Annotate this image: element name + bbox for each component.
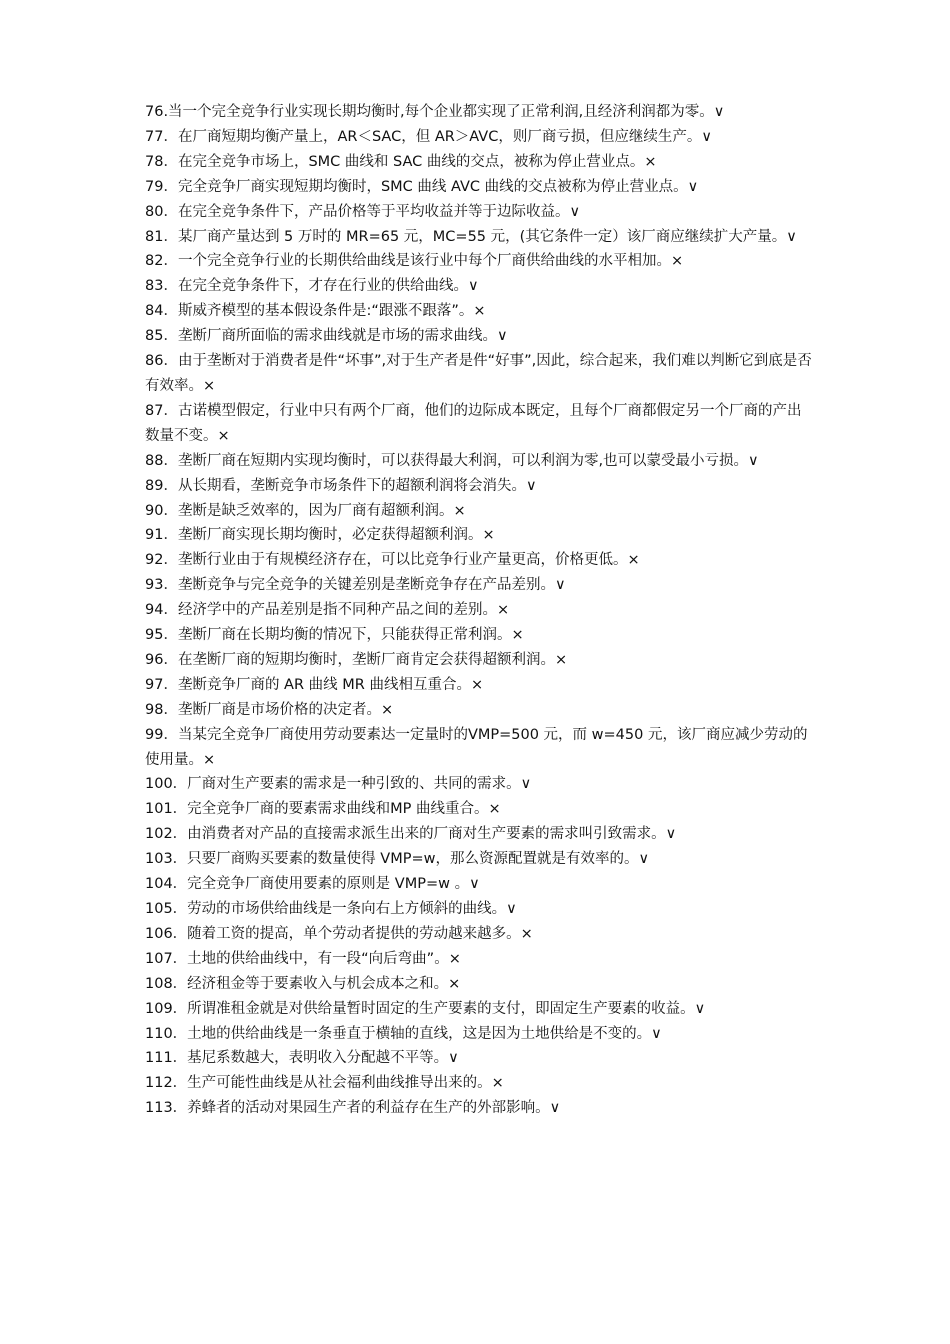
question-78: 78．在完全竞争市场上，SMC 曲线和 SAC 曲线的交点，被称为停止营业点。× — [145, 153, 657, 170]
question-104: 104．完全竞争厂商使用要素的原则是 VMP=w 。∨ — [145, 876, 480, 893]
question-107: 107．土地的供给曲线中，有一段“向后弯曲”。× — [145, 950, 461, 967]
question-80: 80．在完全竞争条件下，产品价格等于平均收益并等于边际收益。∨ — [145, 203, 581, 220]
question-111: 111．基尼系数越大，表明收入分配越不平等。∨ — [145, 1050, 459, 1067]
question-81: 81．某厂商产量达到 5 万时的 MR=65 元，MC=55 元，(其它条件一定）该厂商应继续扩大产量。∨ — [145, 228, 797, 245]
question-76: 76.当一个完全竞争行业实现长期均衡时,每个企业都实现了正常利润,且经济利润都为零。∨ — [145, 104, 725, 120]
question-110: 110．土地的供给曲线是一条垂直于横轴的直线，这是因为土地供给是不变的。∨ — [145, 1025, 662, 1042]
question-112: 112．生产可能性曲线是从社会福利曲线推导出来的。× — [145, 1075, 504, 1092]
question-85: 85．垄断厂商所面临的需求曲线就是市场的需求曲线。∨ — [145, 328, 508, 345]
question-101: 101．完全竞争厂商的要素需求曲线和MP 曲线重合。× — [145, 801, 501, 818]
question-103: 103．只要厂商购买要素的数量使得 VMP=w，那么资源配置就是有效率的。∨ — [145, 851, 650, 868]
question-89: 89．从长期看，垄断竞争市场条件下的超额利润将会消失。∨ — [145, 477, 537, 494]
question-79: 79．完全竞争厂商实现短期均衡时，SMC 曲线 AVC 曲线的交点被称为停止营业点。∨ — [145, 178, 699, 195]
question-94: 94．经济学中的产品差别是指不同种产品之间的差别。× — [145, 602, 510, 619]
question-95: 95．垄断厂商在长期均衡的情况下，只能获得正常利润。× — [145, 627, 524, 644]
question-93: 93．垄断竞争与完全竞争的关键差别是垄断竞争存在产品差别。∨ — [145, 577, 566, 594]
question-109: 109．所谓准租金就是对供给量暂时固定的生产要素的支付，即固定生产要素的收益。∨ — [145, 1000, 706, 1017]
question-105: 105．劳动的市场供给曲线是一条向右上方倾斜的曲线。∨ — [145, 901, 517, 917]
question-77: 77．在厂商短期均衡产量上，AR＜SAC，但 AR＞AVC，则厂商亏损，但应继续生产。∨ — [145, 128, 712, 145]
question-84: 84．斯威齐模型的基本假设条件是:“跟涨不跟落”。× — [145, 303, 486, 320]
question-83: 83．在完全竞争条件下，才存在行业的供给曲线。∨ — [145, 278, 479, 295]
question-87: 87．古诺模型假定，行业中只有两个厂商，他们的边际成本既定，且每个厂商都假定另一个厂商的产出数量不变。× — [145, 402, 802, 444]
question-92: 92．垄断行业由于有规模经济存在，可以比竞争行业产量更高，价格更低。× — [145, 552, 640, 569]
question-91: 91．垄断厂商实现长期均衡时，必定获得超额利润。× — [145, 527, 495, 544]
question-97: 97．垄断竞争厂商的 AR 曲线 MR 曲线相互重合。× — [145, 676, 484, 693]
question-96: 96．在垄断厂商的短期均衡时，垄断厂商肯定会获得超额利润。× — [145, 651, 568, 668]
question-82: 82．一个完全竞争行业的长期供给曲线是该行业中每个厂商供给曲线的水平相加。× — [145, 253, 684, 270]
question-102: 102．由消费者对产品的直接需求派生出来的厂商对生产要素的需求叫引致需求。∨ — [145, 826, 677, 843]
question-99: 99．当某完全竞争厂商使用劳动要素达一定量时的VMP=500 元，而 w=450 元，该厂商应减少劳动的使用量。× — [145, 726, 808, 768]
question-106: 106．随着工资的提高，单个劳动者提供的劳动越来越多。× — [145, 925, 533, 942]
question-100: 100．厂商对生产要素的需求是一种引致的、共同的需求。∨ — [145, 776, 532, 793]
question-98: 98．垄断厂商是市场价格的决定者。× — [145, 701, 394, 718]
question-86: 86．由于垄断对于消费者是件“坏事”,对于生产者是件“好事”,因此，综合起来，我们难以判断它到底是否有效率。× — [145, 353, 812, 394]
question-113: 113．养蜂者的活动对果园生产者的利益存在生产的外部影响。∨ — [145, 1100, 561, 1117]
question-90: 90．垄断是缺乏效率的，因为厂商有超额利润。× — [145, 502, 466, 519]
document-body — [145, 100, 815, 1121]
question-108: 108．经济租金等于要素收入与机会成本之和。× — [145, 975, 461, 992]
question-88: 88．垄断厂商在短期内实现均衡时，可以获得最大利润，可以利润为零,也可以蒙受最小亏损。∨ — [145, 452, 759, 469]
